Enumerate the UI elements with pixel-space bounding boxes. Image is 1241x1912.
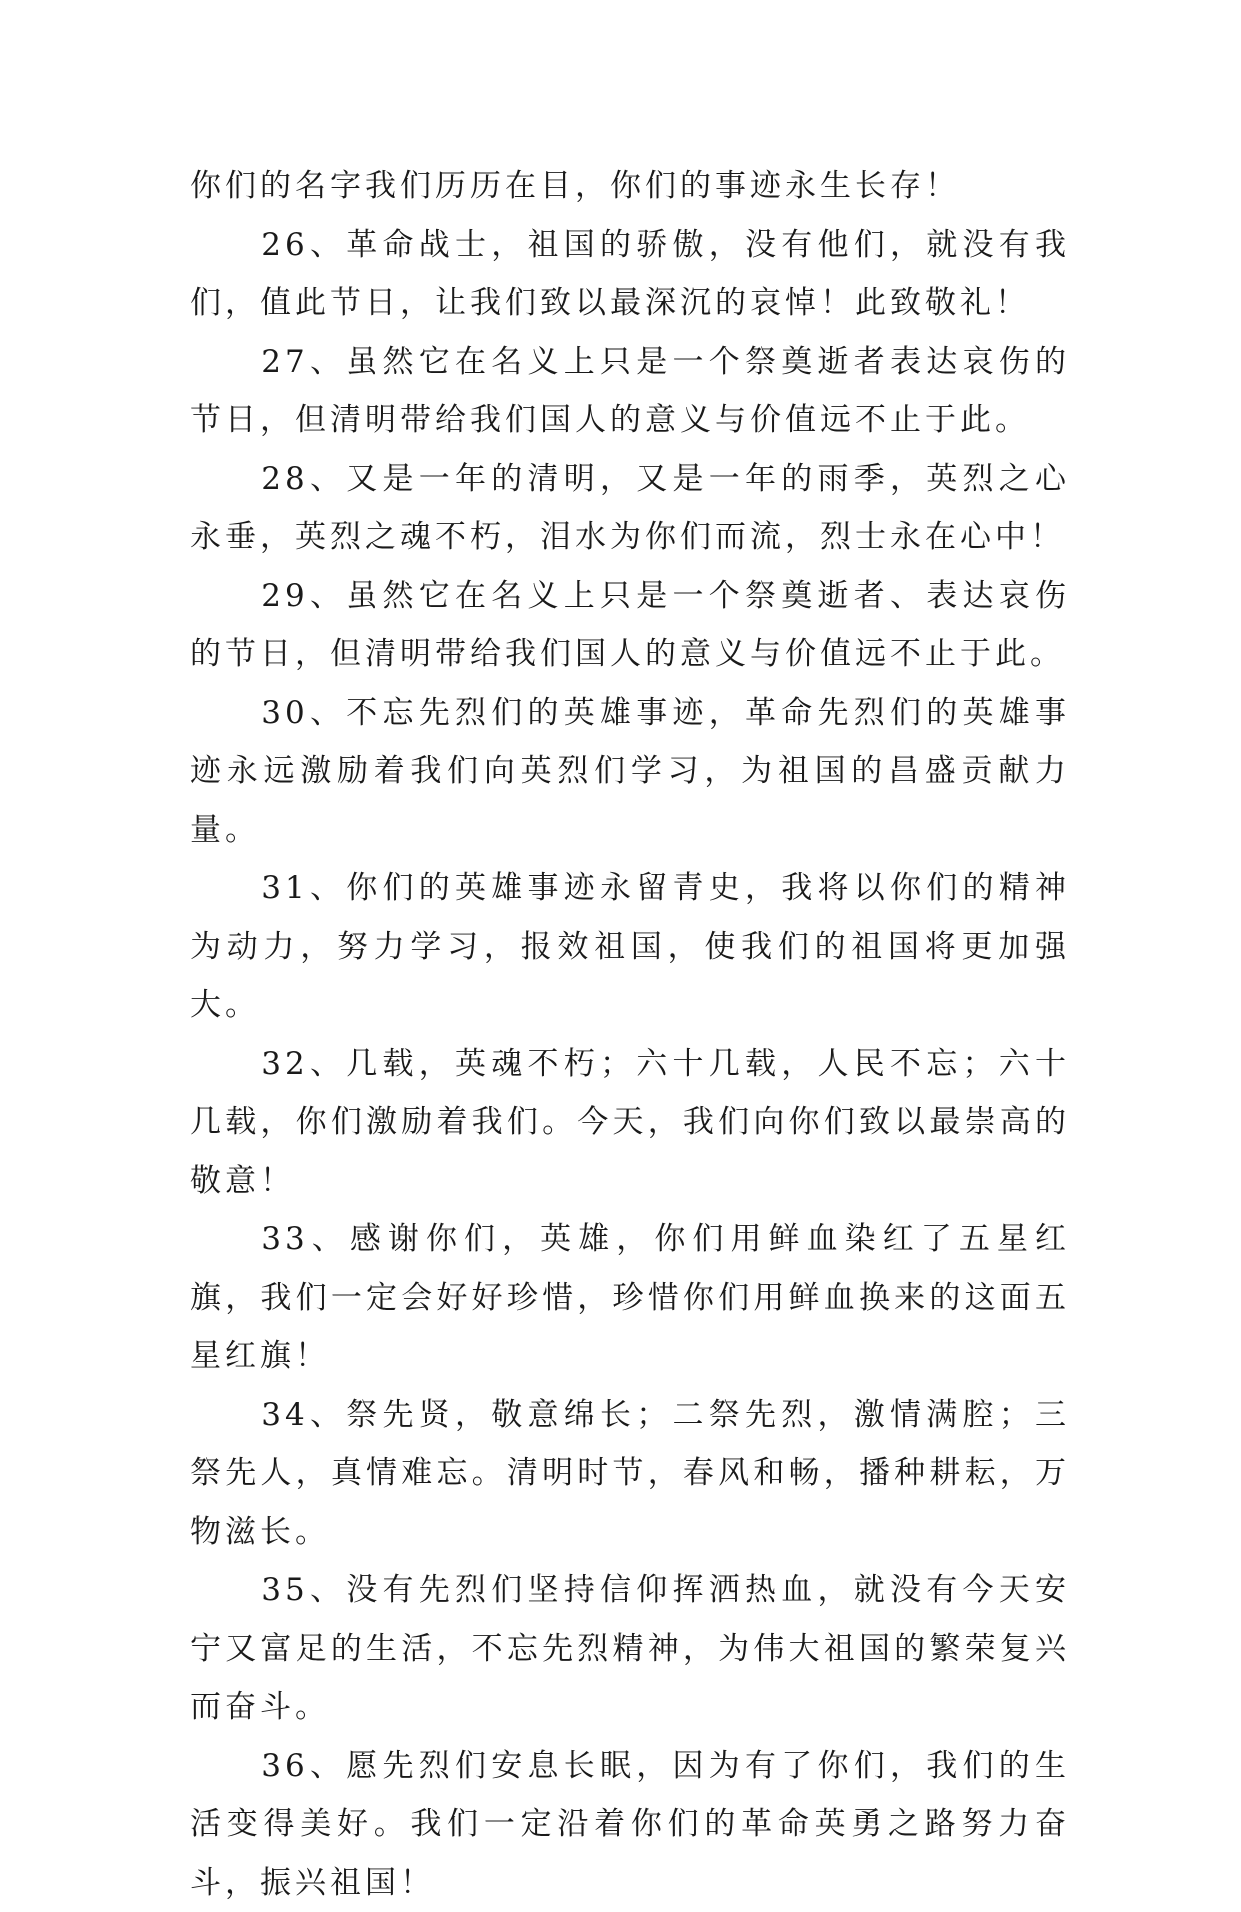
paragraph-28: 28、又是一年的清明，又是一年的雨季，英烈之心永垂，英烈之魂不朽，泪水为你们而流，烈士永在心中！ (190, 450, 1070, 567)
document-body (190, 157, 1070, 1912)
paragraph-continuation: 你们的名字我们历历在目，你们的事迹永生长存！ (190, 157, 1070, 216)
paragraph-34: 34、祭先贤，敬意绵长；二祭先烈，激情满腔；三祭先人，真情难忘。清明时节，春风和畅，播种耕耘，万物滋长。 (190, 1386, 1070, 1562)
paragraph-35: 35、没有先烈们坚持信仰挥洒热血，就没有今天安宁又富足的生活，不忘先烈精神，为伟大祖国的繁荣复兴而奋斗。 (190, 1561, 1070, 1737)
paragraph-32: 32、几载，英魂不朽；六十几载，人民不忘；六十几载，你们激励着我们。今天，我们向你们致以最崇高的敬意！ (190, 1035, 1070, 1211)
paragraph-29: 29、虽然它在名义上只是一个祭奠逝者、表达哀伤的节日，但清明带给我们国人的意义与价值远不止于此。 (190, 567, 1070, 684)
paragraph-33: 33、感谢你们，英雄，你们用鲜血染红了五星红旗，我们一定会好好珍惜，珍惜你们用鲜血换来的这面五星红旗！ (190, 1210, 1070, 1386)
paragraph-26: 26、革命战士，祖国的骄傲，没有他们，就没有我们，值此节日，让我们致以最深沉的哀悼！此致敬礼！ (190, 216, 1070, 333)
paragraph-31: 31、你们的英雄事迹永留青史，我将以你们的精神为动力，努力学习，报效祖国，使我们的祖国将更加强大。 (190, 859, 1070, 1035)
paragraph-30: 30、不忘先烈们的英雄事迹，革命先烈们的英雄事迹永远激励着我们向英烈们学习，为祖国的昌盛贡献力量。 (190, 684, 1070, 860)
paragraph-27: 27、虽然它在名义上只是一个祭奠逝者表达哀伤的节日，但清明带给我们国人的意义与价值远不止于此。 (190, 333, 1070, 450)
paragraph-36: 36、愿先烈们安息长眠，因为有了你们，我们的生活变得美好。我们一定沿着你们的革命英勇之路努力奋斗，振兴祖国！ (190, 1737, 1070, 1912)
